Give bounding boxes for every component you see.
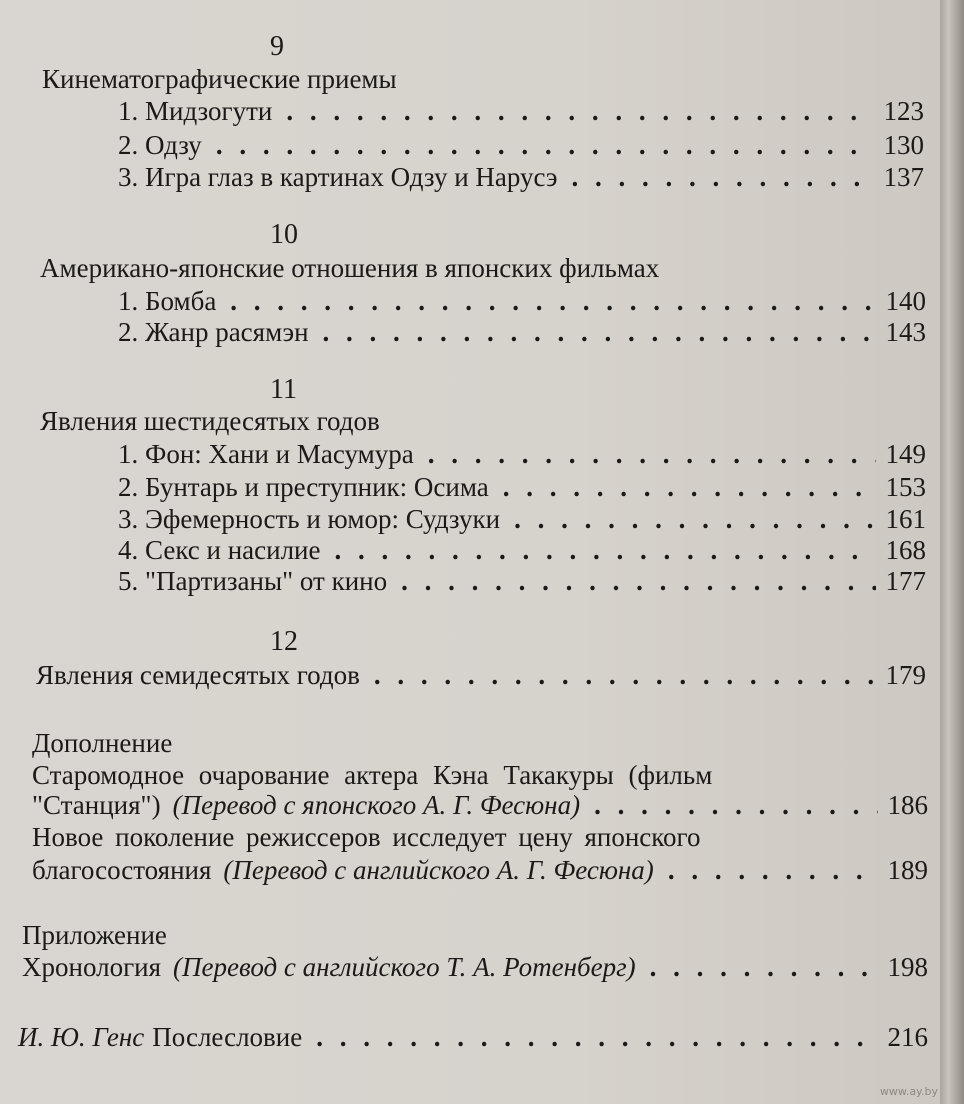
toc-entry-label: 2. Жанр расямэн	[118, 317, 309, 347]
watermark: www.ay.by	[879, 1085, 938, 1098]
dot-leader	[401, 564, 875, 598]
toc-entry	[118, 284, 926, 318]
toc-entry	[118, 533, 926, 567]
supplement-entry-text: "Станция")	[32, 790, 161, 820]
toc-entry-page: 137	[883, 162, 924, 192]
toc-entry-page: 130	[883, 130, 924, 160]
toc-entry-label: 2. Бунтарь и преступник: Осима	[118, 472, 489, 502]
dot-leader	[650, 950, 878, 984]
toc-entry-page: 198	[887, 952, 928, 982]
dot-leader	[286, 94, 873, 128]
toc-entry-page: 123	[883, 96, 924, 126]
dot-leader	[668, 853, 878, 887]
translator-credit: (Перевод с английского А. Г. Фесюна)	[223, 855, 654, 885]
toc-entry-label: Хронология	[22, 952, 162, 982]
dot-leader	[216, 128, 874, 162]
supplement-entry-text: Новое поколение режиссеров исследует цену японского	[32, 822, 701, 852]
toc-entry-page: 216	[887, 1022, 928, 1052]
dot-leader	[316, 1020, 877, 1054]
toc-entry-page: 161	[885, 504, 926, 534]
toc-entry-page: 143	[885, 317, 926, 347]
dot-leader	[334, 533, 875, 567]
supplement-entry-text: благосостояния	[32, 855, 212, 885]
dot-leader	[514, 502, 875, 536]
toc-entry	[18, 1020, 928, 1054]
toc-entry-page: 189	[887, 855, 928, 885]
toc-entry	[32, 788, 928, 822]
dot-leader	[230, 284, 875, 318]
toc-entry	[118, 128, 924, 162]
section-number: 9	[270, 31, 284, 62]
dot-leader	[323, 315, 876, 349]
supplement-heading-text: Дополнение	[32, 728, 173, 758]
afterword-author: И. Ю. Генс	[18, 1022, 145, 1052]
toc-entry	[22, 950, 928, 984]
supplement-heading	[32, 726, 172, 760]
toc-entry-page: 149	[885, 439, 926, 469]
toc-entry	[118, 160, 924, 194]
section-title	[40, 251, 659, 285]
section-title-text: Явления шестидесятых годов	[40, 406, 380, 436]
section-number: 10	[270, 219, 298, 250]
toc-entry-page: 140	[885, 286, 926, 316]
appendix-heading	[22, 918, 167, 952]
toc-entry-label: 1. Мидзогути	[118, 96, 273, 126]
toc-entry	[36, 658, 926, 692]
toc-entry	[32, 853, 928, 887]
toc-entry-page: 177	[885, 566, 926, 596]
section-title-text: Американо-японские отношения в японских фильмах	[40, 253, 660, 283]
toc-entry	[118, 94, 924, 128]
section-title	[40, 404, 380, 438]
section-number: 12	[270, 626, 298, 657]
toc-entry-label: 4. Секс и насилие	[118, 535, 321, 565]
supplement-entry-line	[32, 758, 864, 792]
dot-leader	[428, 437, 876, 471]
toc-entry	[118, 502, 926, 536]
appendix-heading-text: Приложение	[22, 920, 167, 950]
dot-leader	[374, 658, 876, 692]
toc-entry-page: 186	[887, 790, 928, 820]
toc-entry-label: 5. "Партизаны" от кино	[118, 566, 388, 596]
translator-credit: (Перевод с английского Т. А. Ротенберг)	[173, 952, 636, 982]
dot-leader	[571, 160, 873, 194]
toc-entry-label: Послесловие	[152, 1022, 303, 1052]
supplement-entry-text: Старомодное очарование актера Кэна Такакуры (фильм	[32, 760, 713, 790]
section-title	[42, 62, 397, 96]
book-gutter	[940, 0, 964, 1104]
supplement-entry-line	[32, 820, 864, 854]
toc-entry	[118, 564, 926, 598]
toc-entry-label: 2. Одзу	[118, 130, 202, 160]
toc-entry	[118, 470, 926, 504]
toc-entry-label: 3. Игра глаз в картинах Одзу и Нарусэ	[118, 162, 558, 192]
toc-entry	[118, 437, 926, 471]
toc-entry-label: 1. Фон: Хани и Масумура	[118, 439, 414, 469]
toc-entry	[118, 315, 926, 349]
dot-leader	[503, 470, 876, 504]
toc-entry-page: 179	[885, 660, 926, 690]
toc-entry-label: 3. Эфемерность и юмор: Судзуки	[118, 504, 501, 534]
toc-entry-page: 168	[885, 535, 926, 565]
toc-entry-page: 153	[885, 472, 926, 502]
toc-entry-label: 1. Бомба	[118, 286, 217, 316]
translator-credit: (Перевод с японского А. Г. Фесюна)	[172, 790, 581, 820]
section-title-text: Явления семидесятых годов	[36, 660, 360, 690]
section-title-text: Кинематографические приемы	[42, 64, 397, 94]
dot-leader	[594, 788, 877, 822]
section-number: 11	[270, 374, 297, 405]
